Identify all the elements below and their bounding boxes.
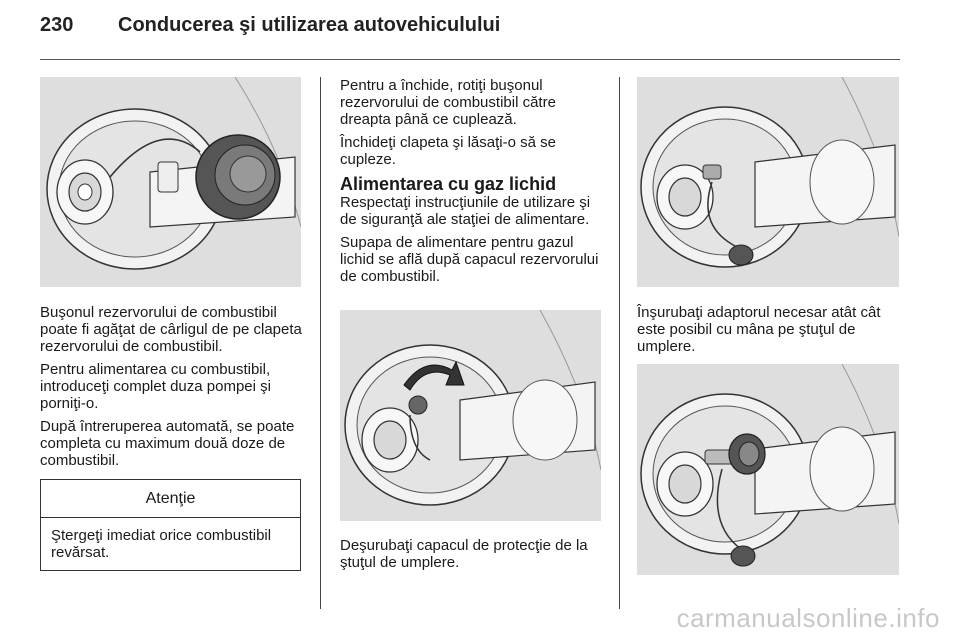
column-divider-1 (320, 77, 321, 609)
figure-unscrew-protective-cap (340, 310, 601, 521)
paragraph: Închideţi clapeta şi lăsaţi-o să se cupleze. (340, 134, 556, 168)
fuel-cap-illustration (40, 77, 301, 287)
column-2-text (340, 77, 605, 291)
column-2-caption (340, 537, 605, 577)
notice-body: Ştergeţi imediat orice combustibil revărsat. (51, 527, 272, 561)
page-number: 230 (40, 14, 74, 36)
section-heading: Alimentarea cu gaz lichid (340, 174, 557, 194)
column-1-text (40, 304, 302, 475)
column-divider-2 (619, 77, 620, 609)
warning-notice-box (40, 479, 301, 571)
column-3-caption (637, 304, 902, 361)
figure-filler-neck-uncovered (637, 77, 899, 287)
protective-cap-illustration (340, 310, 601, 521)
figure-screw-on-adapter (637, 364, 899, 575)
figure-fuel-cap-on-hook (40, 77, 301, 287)
figure-caption: Înşurubaţi adaptorul necesar atât cât este posibil cu mâna pe ştuţul de umplere. (637, 304, 881, 355)
page-title: Conducerea şi utilizarea autovehiculului (118, 14, 501, 36)
paragraph: După întreruperea automată, se poate completa cu maximum două doze de combustibil. (40, 418, 295, 469)
page-header (40, 14, 500, 37)
paragraph: Supapa de alimentare pentru gazul lichid se află după capacul rezervorului de combustibil. (340, 234, 599, 285)
paragraph: Respectaţi instrucţiunile de utilizare şi de siguranţă ale staţiei de alimentare. (340, 194, 591, 228)
header-rule (40, 59, 900, 60)
filler-neck-illustration (637, 77, 899, 287)
paragraph: Pentru a închide, rotiţi buşonul rezervorului de combustibil către dreapta până ce cuplează. (340, 77, 556, 128)
paragraph: Buşonul rezervorului de combustibil poate fi agăţat de cârligul de pe clapeta rezervorului de combustibil. (40, 304, 302, 355)
paragraph: Pentru alimentarea cu combustibil, introduceţi complet duza pompei şi porniţi-o. (40, 361, 271, 412)
notice-title: Atenţie (41, 480, 300, 518)
watermark: carmanualsonline.info (676, 603, 940, 633)
figure-caption: Deşurubaţi capacul de protecţie de la ştuţul de umplere. (340, 537, 588, 571)
adapter-illustration (637, 364, 899, 575)
